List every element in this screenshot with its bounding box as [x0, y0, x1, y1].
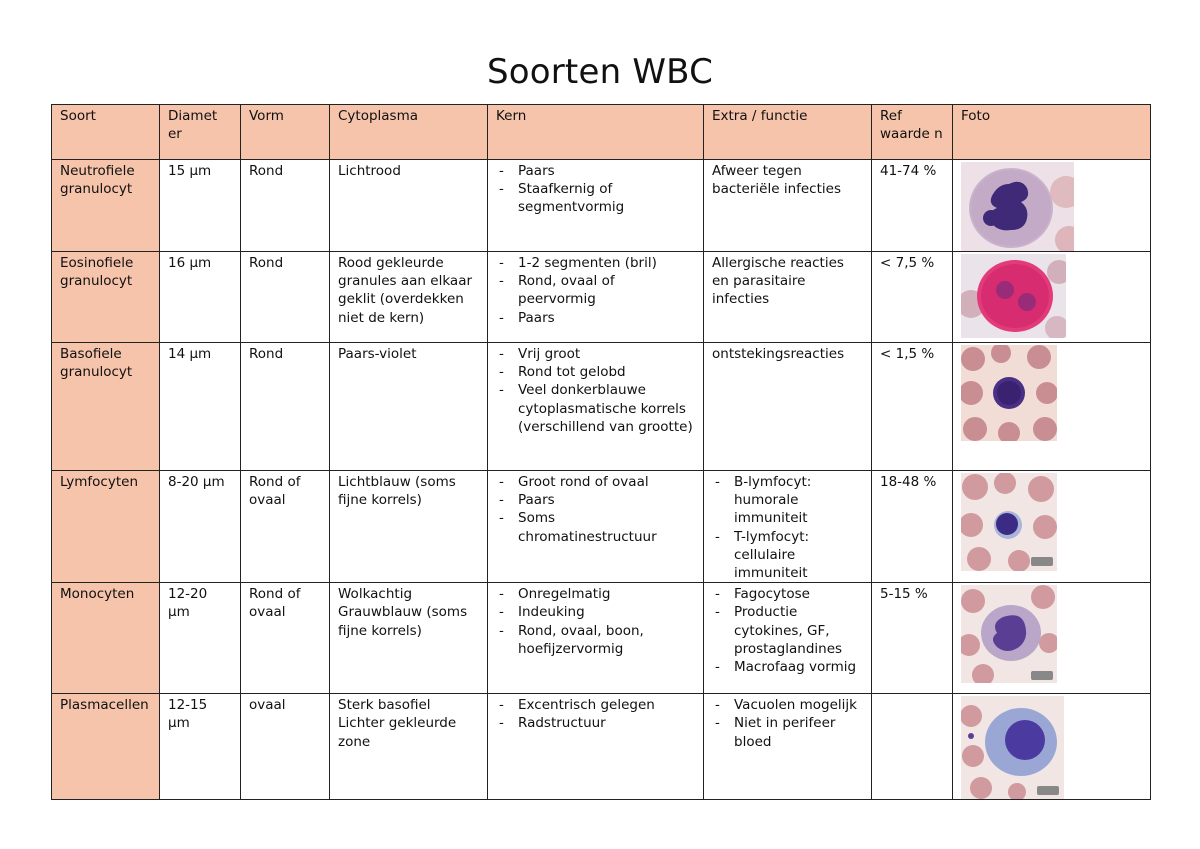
cell-extra: ontstekingsreacties	[704, 343, 872, 471]
list-item: - Macrofaag vormig	[712, 658, 863, 676]
table-row	[52, 252, 1151, 343]
header-soort: Soort	[52, 105, 160, 160]
cell-extra	[704, 471, 872, 583]
list-item: - 1-2 segmenten (bril)	[496, 254, 695, 272]
cell-ref: < 7,5 %	[872, 252, 953, 343]
cell-soort: Lymfocyten	[52, 471, 160, 583]
cell-vorm: Rond	[241, 160, 330, 252]
cell-extra: Allergische reacties en parasitaire infecties	[704, 252, 872, 343]
list-item: - Excentrisch gelegen	[496, 696, 695, 714]
cell-cytoplasma: Paars-violet	[330, 343, 488, 471]
list-item: - B-lymfocyt: humorale immuniteit	[712, 473, 863, 528]
cell-kern	[488, 252, 704, 343]
cell-ref: 5-15 %	[872, 583, 953, 694]
eosinophil-photo	[961, 254, 1066, 338]
cell-foto	[953, 583, 1151, 694]
cell-foto	[953, 694, 1151, 800]
list-item: - Rond tot gelobd	[496, 363, 695, 381]
list-item: - Vacuolen mogelijk	[712, 696, 863, 714]
cell-foto	[953, 471, 1151, 583]
cell-cytoplasma: Lichtblauw (soms fijne korrels)	[330, 471, 488, 583]
list-item: - Paars	[496, 162, 695, 180]
cell-vorm: Rond	[241, 252, 330, 343]
list-item: - Vrij groot	[496, 345, 695, 363]
cell-kern	[488, 583, 704, 694]
header-kern: Kern	[488, 105, 704, 160]
cell-vorm: ovaal	[241, 694, 330, 800]
cell-kern	[488, 471, 704, 583]
cell-cytoplasma: Rood gekleurde granules aan elkaar geklit (overdekken niet de kern)	[330, 252, 488, 343]
list-item: - Productie cytokines, GF, prostaglandines	[712, 603, 863, 658]
cell-cytoplasma: Lichtrood	[330, 160, 488, 252]
cell-cytoplasma: Sterk basofiel Lichter gekleurde zone	[330, 694, 488, 800]
cell-diameter: 15 µm	[160, 160, 241, 252]
list-item: - Radstructuur	[496, 714, 695, 732]
cell-ref: 41-74 %	[872, 160, 953, 252]
cell-ref: < 1,5 %	[872, 343, 953, 471]
header-diameter: Diamet er	[160, 105, 241, 160]
cell-foto	[953, 160, 1151, 252]
cell-diameter: 16 µm	[160, 252, 241, 343]
list-item: - Niet in perifeer bloed	[712, 714, 863, 750]
header-vorm: Vorm	[241, 105, 330, 160]
header-foto: Foto	[953, 105, 1151, 160]
list-item: - Soms chromatinestructuur	[496, 509, 695, 545]
list-item: - Indeuking	[496, 603, 695, 621]
page-title: Soorten WBC	[486, 52, 714, 92]
list-item: - Onregelmatig	[496, 585, 695, 603]
cell-kern	[488, 160, 704, 252]
cell-diameter: 8-20 µm	[160, 471, 241, 583]
list-item: - Paars	[496, 491, 695, 509]
list-item: - Rond, ovaal of peervormig	[496, 272, 695, 308]
cell-vorm: Rond	[241, 343, 330, 471]
table-row	[52, 160, 1151, 252]
cell-extra	[704, 583, 872, 694]
table-row	[52, 694, 1151, 800]
neutrophil-photo	[961, 162, 1074, 251]
cell-cytoplasma: Wolkachtig Grauwblauw (soms fijne korrels)	[330, 583, 488, 694]
table-row	[52, 583, 1151, 694]
lymphocyte-photo	[961, 473, 1057, 571]
cell-soort: Neutrofiele granulocyt	[52, 160, 160, 252]
cell-diameter: 14 µm	[160, 343, 241, 471]
table-header-row	[52, 105, 1151, 160]
basophil-photo	[961, 345, 1057, 441]
list-item: - T-lymfocyt: cellulaire immuniteit	[712, 528, 863, 583]
cell-foto	[953, 343, 1151, 471]
cell-kern	[488, 343, 704, 471]
cell-foto	[953, 252, 1151, 343]
cell-extra	[704, 694, 872, 800]
header-extra: Extra / functie	[704, 105, 872, 160]
cell-vorm: Rond of ovaal	[241, 583, 330, 694]
list-item: - Fagocytose	[712, 585, 863, 603]
table-row	[52, 343, 1151, 471]
header-cytoplasma: Cytoplasma	[330, 105, 488, 160]
list-item: - Groot rond of ovaal	[496, 473, 695, 491]
cell-ref	[872, 694, 953, 800]
cell-vorm: Rond of ovaal	[241, 471, 330, 583]
plasma-cell-photo	[961, 696, 1064, 799]
monocyte-photo	[961, 585, 1057, 683]
wbc-table	[51, 104, 1151, 800]
header-ref: Ref waarde n	[872, 105, 953, 160]
cell-ref: 18-48 %	[872, 471, 953, 583]
list-item: - Rond, ovaal, boon, hoefijzervormig	[496, 622, 695, 658]
cell-diameter: 12-20 µm	[160, 583, 241, 694]
list-item: - Paars	[496, 309, 695, 327]
cell-soort: Monocyten	[52, 583, 160, 694]
list-item: - Staafkernig of segmentvormig	[496, 180, 695, 216]
cell-kern	[488, 694, 704, 800]
table-row	[52, 471, 1151, 583]
cell-soort: Plasmacellen	[52, 694, 160, 800]
cell-soort: Basofiele granulocyt	[52, 343, 160, 471]
cell-extra: Afweer tegen bacteriële infecties	[704, 160, 872, 252]
list-item: - Veel donkerblauwe cytoplasmatische korrels (verschillend van grootte)	[496, 381, 695, 436]
cell-diameter: 12-15 µm	[160, 694, 241, 800]
cell-soort: Eosinofiele granulocyt	[52, 252, 160, 343]
